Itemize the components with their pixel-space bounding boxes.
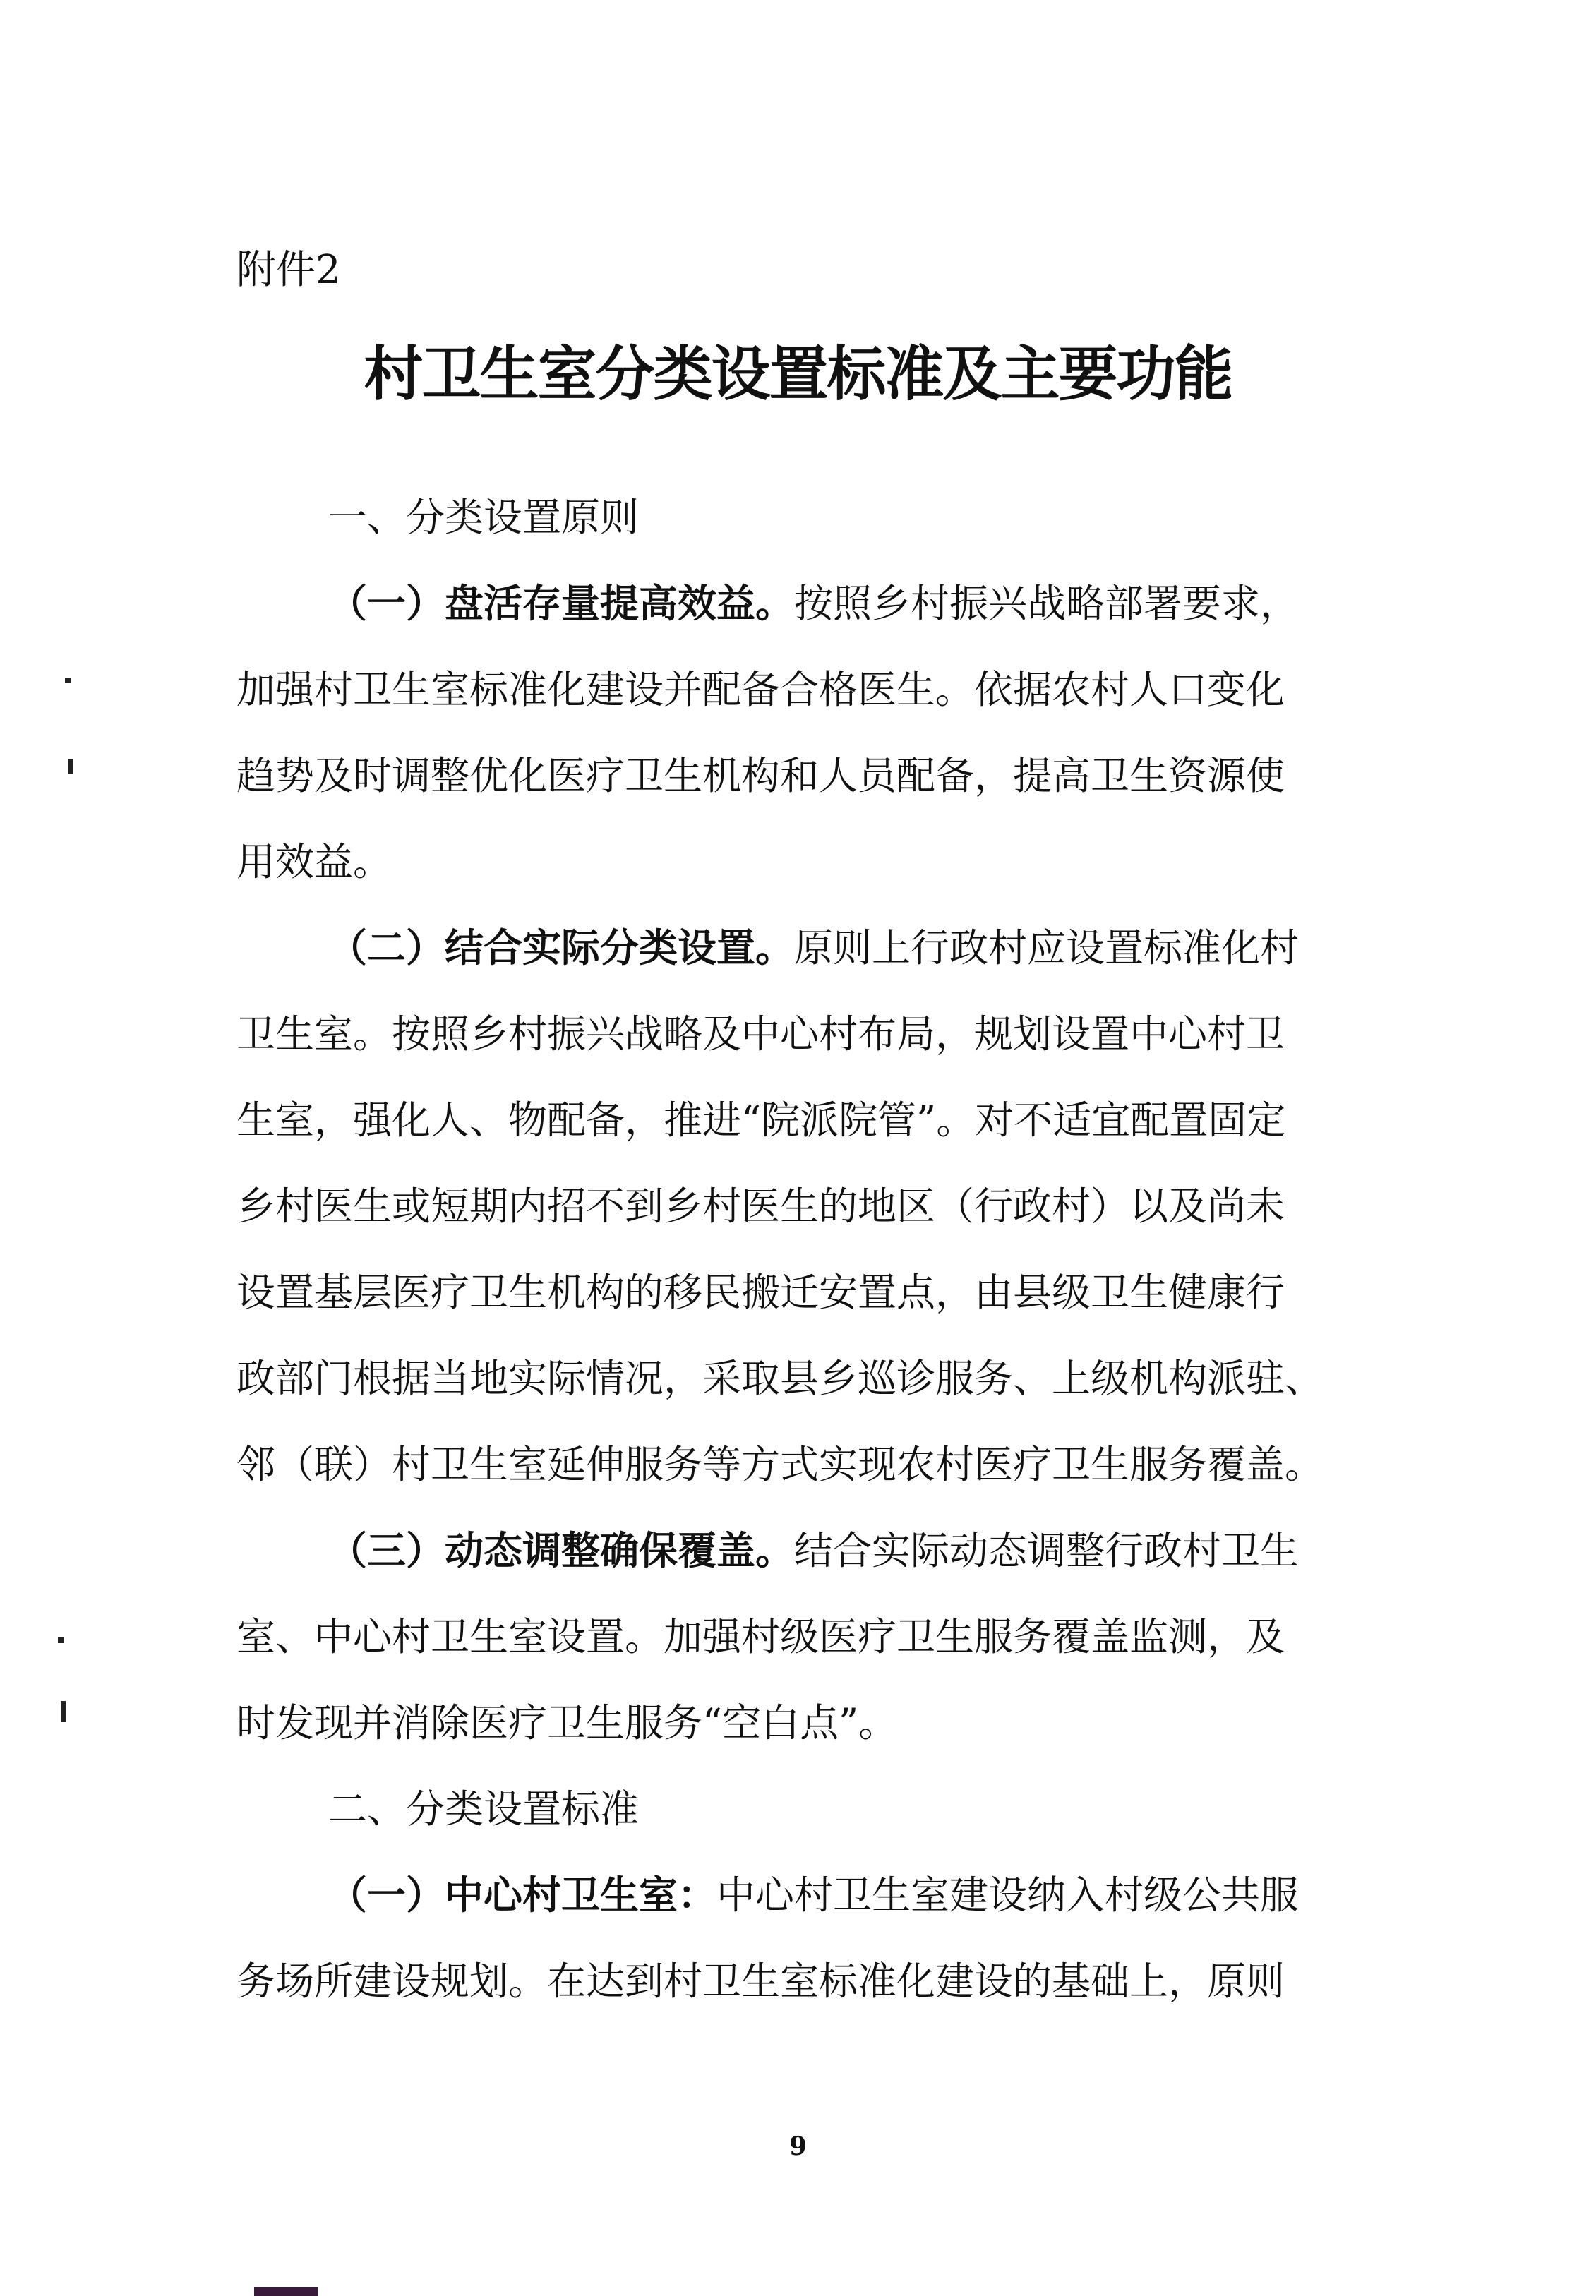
line-text: 中心村卫生室建设纳入村级公共服 [716,1873,1300,1918]
bold-subheading: （二）结合实际分类设置。 [328,925,795,970]
line-text: 二、分类设置标准 [328,1786,640,1832]
scan-artifact [68,759,73,774]
line-text: 室、中心村卫生室设置。加强村级医疗卫生服务覆盖监测，及 [236,1614,1285,1659]
text-line [236,1163,1389,1249]
text-line [236,1249,1389,1335]
text-line [236,1508,1389,1594]
text-line [236,1938,1389,2024]
section-heading [236,474,1389,560]
line-text: 趋势及时调整优化医疗卫生机构和人员配备，提高卫生资源使 [236,753,1285,798]
document-title: 村卫生室分类设置标准及主要功能 [364,339,1232,409]
line-text: 加强村卫生室标准化建设并配备合格医生。依据农村人口变化 [236,667,1285,712]
scan-artifact [254,2287,318,2296]
text-line [236,1852,1389,1938]
text-line [236,647,1389,733]
text-line [236,733,1389,819]
text-line [236,991,1389,1077]
line-text: 邻（联）村卫生室延伸服务等方式实现农村医疗卫生服务覆盖。 [236,1442,1324,1487]
line-text: 按照乡村振兴战略部署要求， [794,581,1300,626]
scan-artifact [61,1701,66,1722]
line-text: 一、分类设置原则 [328,495,640,540]
document-body [236,474,1389,2024]
bold-subheading: （一）中心村卫生室： [328,1873,717,1918]
page-number: 9 [788,2132,808,2161]
bold-subheading: （三）动态调整确保覆盖。 [328,1528,795,1573]
line-text: 务场所建设规划。在达到村卫生室标准化建设的基础上，原则 [236,1959,1285,2004]
text-line [236,1422,1389,1508]
text-line [236,819,1389,905]
line-text: 用效益。 [236,839,392,884]
text-line [236,1335,1389,1422]
scan-artifact [65,678,71,683]
line-text: 卫生室。按照乡村振兴战略及中心村布局，规划设置中心村卫 [236,1011,1285,1057]
section-heading [236,1766,1389,1852]
text-line [236,1680,1389,1766]
text-line [236,1594,1389,1680]
text-line [236,560,1389,647]
text-line [236,905,1389,991]
line-text: 原则上行政村应设置标准化村 [794,925,1300,970]
attachment-label: 附件2 [236,247,341,293]
line-text: 结合实际动态调整行政村卫生 [794,1528,1300,1573]
line-text: 设置基层医疗卫生机构的移民搬迁安置点，由县级卫生健康行 [236,1270,1285,1315]
line-text: 生室，强化人、物配备，推进“院派院管”。对不适宜配置固定 [236,1098,1286,1143]
bold-subheading: （一）盘活存量提高效益。 [328,581,795,626]
line-text: 时发现并消除医疗卫生服务“空白点”。 [236,1700,898,1745]
scan-artifact [58,1637,64,1643]
line-text: 政部门根据当地实际情况，采取县乡巡诊服务、上级机构派驻、 [236,1356,1324,1401]
text-line [236,1077,1389,1163]
line-text: 乡村医生或短期内招不到乡村医生的地区（行政村）以及尚未 [236,1184,1285,1229]
